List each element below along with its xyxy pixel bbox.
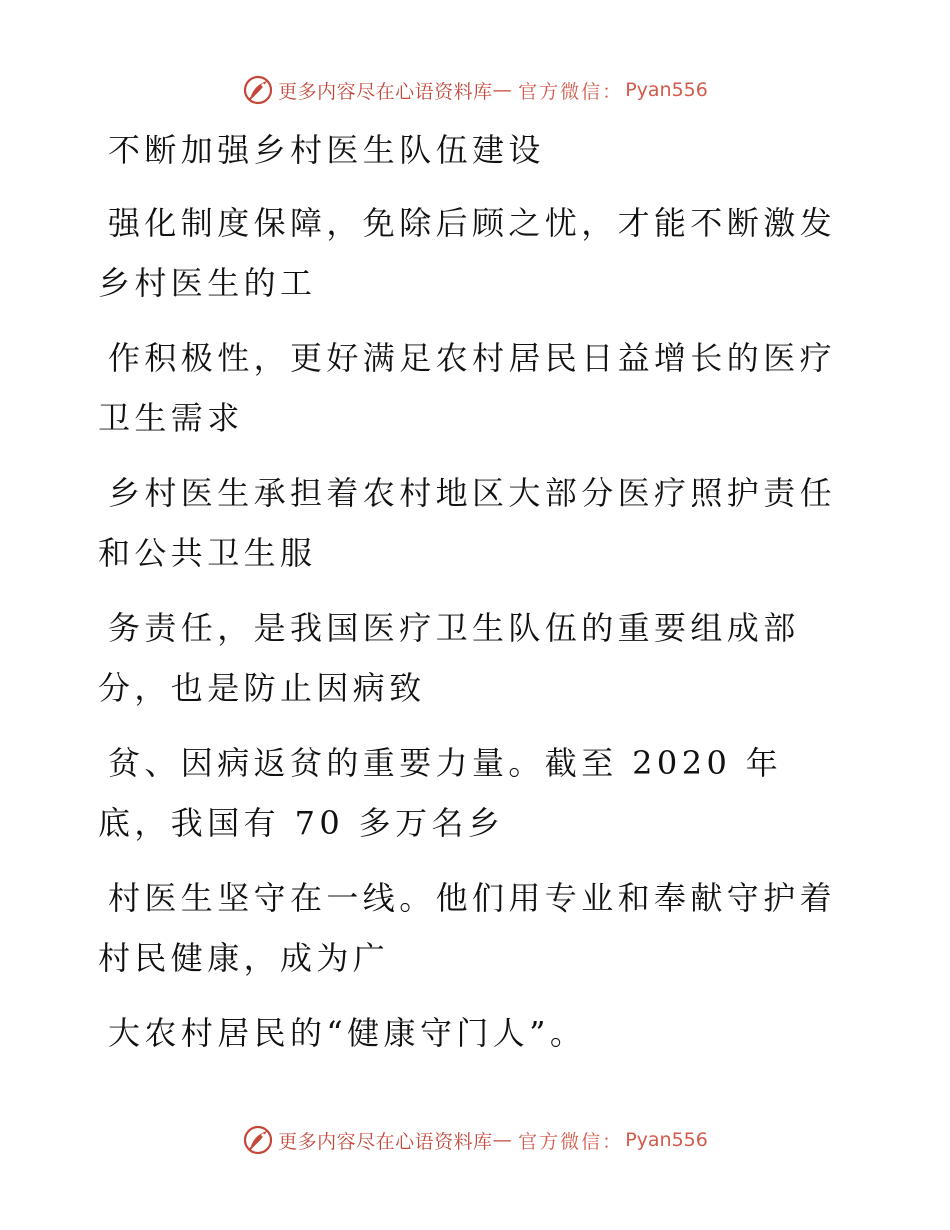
watermark-wechat-id: Pyan556 bbox=[625, 79, 708, 101]
paragraph-5: 贫、因病返贫的重要力量。截至 2020 年底，我国有 70 多万名乡 bbox=[98, 744, 783, 842]
footer-watermark bbox=[0, 1122, 950, 1158]
watermark-wechat-label: 官方微信： bbox=[518, 80, 624, 103]
watermark-site-text: 更多内容尽在心语资料库 bbox=[278, 1130, 493, 1153]
paragraph-2: 作积极性，更好满足农村居民日益增长的医疗卫生需求 bbox=[98, 339, 837, 437]
paragraph-3: 乡村医生承担着农村地区大部分医疗照护责任和公共卫生服 bbox=[98, 474, 837, 572]
watermark-dash: — bbox=[492, 79, 513, 101]
watermark-dash: — bbox=[492, 1129, 513, 1151]
article-title: 不断加强乡村医生队伍建设 bbox=[108, 131, 545, 169]
paragraph-7: 大农村居民的“健康守门人”。 bbox=[108, 1014, 587, 1052]
watermark-site-text: 更多内容尽在心语资料库 bbox=[278, 80, 493, 103]
header-watermark bbox=[0, 72, 950, 108]
document-body bbox=[98, 120, 838, 1078]
paragraph-4: 务责任，是我国医疗卫生队伍的重要组成部分，也是防止因病致 bbox=[98, 609, 800, 707]
watermark-wechat-label: 官方微信： bbox=[518, 1130, 624, 1153]
ink-pen-logo-icon bbox=[242, 1124, 274, 1156]
paragraph-1: 强化制度保障，免除后顾之忧，才能不断激发乡村医生的工 bbox=[98, 204, 837, 302]
watermark-wechat-id: Pyan556 bbox=[625, 1129, 708, 1151]
ink-pen-logo-icon bbox=[242, 74, 274, 106]
paragraph-6: 村医生坚守在一线。他们用专业和奉献守护着村民健康，成为广 bbox=[98, 879, 837, 977]
